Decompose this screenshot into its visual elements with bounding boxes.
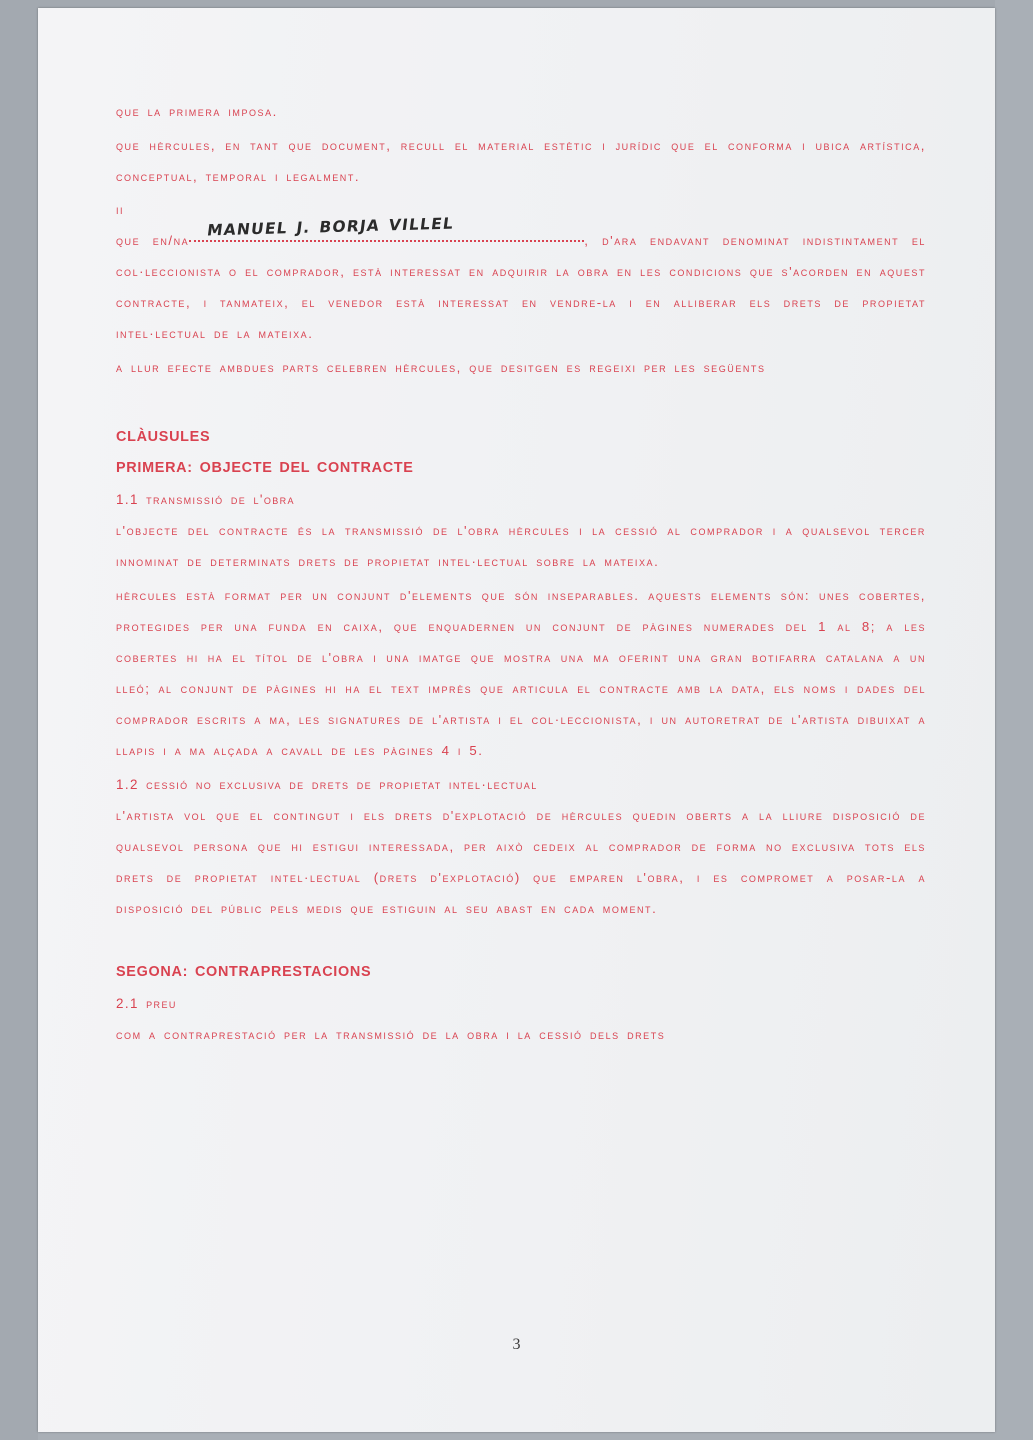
paragraph-1-1-a: l'objecte del contracte és la transmissió de l'obra hèrcules i la cessió al comprador i a qualsevol tercer innominat de determinats drets de propietat intel·lectual sobre la mateixa. (116, 523, 926, 569)
filled-clause-prefix: que en/na (116, 233, 190, 248)
heading-2-1: 2.1 preu (116, 996, 177, 1011)
paragraph-1-1-b: hèrcules està format per un conjunt d'elements que són inseparables. aquests elements són: unes cobertes, protegides per una funda en caixa, que enquadernen un conjunt de pàgines numerades del 1 al 8; a les cobertes hi ha el títol de l'obra i una imatge que mostra una ma oferint una gran botifarra catalana a un lleó; al conjunt de pàgines hi ha el text imprès que articula el contracte amb la data, els noms i dades del comprador escrits a ma, les signatures de l'artista i el col·leccionista, i un autoretrat de l'artista dibuixat a llapis i a ma alçada a cavall de les pàgines 4 i 5. (116, 588, 926, 758)
filled-clause-suffix: , d'ara endavant denominat indistintament el col·leccionista o el comprador, està interessat en adquirir la obra en les condicions que s'acorden en aquest contracte, i tanmateix, el venedor està interessat en vendre-la i en alliberar els drets de propietat intel·lectual de la mateixa. (116, 233, 926, 341)
heading-primera: PRIMERA: OBJECTE DEL CONTRACTE (116, 460, 414, 476)
heading-1-2: 1.2 cessió no exclusiva de drets de propietat intel·lectual (116, 777, 538, 792)
paragraph-que-la-primera: que la primera imposa. (116, 104, 278, 119)
spacer-before-clausules (116, 386, 926, 422)
paragraph-que-hercules: que hèrcules, en tant que document, recull el material estètic i jurídic que el conforma i ubica artística, conceptual, temporal i legalment. (116, 138, 926, 184)
paragraph-filled-clause (116, 214, 926, 349)
background-edge-bottom (0, 1432, 1033, 1440)
spacer-before-segona (116, 927, 926, 957)
document-text-body (116, 96, 926, 1053)
scanned-page (38, 8, 995, 1432)
section-numeral: ii (116, 202, 125, 217)
handwritten-name: MANUEL J. BORJA VILLEL (206, 214, 456, 240)
background-edge-right (995, 0, 1033, 1440)
heading-1-1: 1.1 transmissió de l'obra (116, 492, 295, 507)
heading-segona: SEGONA: CONTRAPRESTACIONS (116, 964, 372, 980)
paragraph-1-2: l'artista vol que el contingut i els drets d'explotació de hèrcules quedin oberts a la lliure disposició de qualsevol persona que hi estigui interessada, per això cedeix al comprador de forma no exclusiva tots els drets de propietat intel·lectual (drets d'explotació) que emparen l'obra, i es compromet a posar-la a disposició del públic pels medis que estiguin al seu abast en cada moment. (116, 808, 926, 916)
heading-clausules: CLÀUSULES (116, 429, 211, 445)
paragraph-2-1: com a contraprestació per la transmissió de la obra i la cessió dels drets (116, 1027, 666, 1042)
paragraph-a-llur-efecte: a llur efecte ambdues parts celebren hèrcules, que desitgen es regeixi per les següents (116, 360, 766, 375)
background-edge-top (0, 0, 1033, 8)
page-number: 3 (512, 1336, 521, 1353)
page-surface (38, 8, 995, 1432)
background-edge-left (0, 0, 38, 1440)
